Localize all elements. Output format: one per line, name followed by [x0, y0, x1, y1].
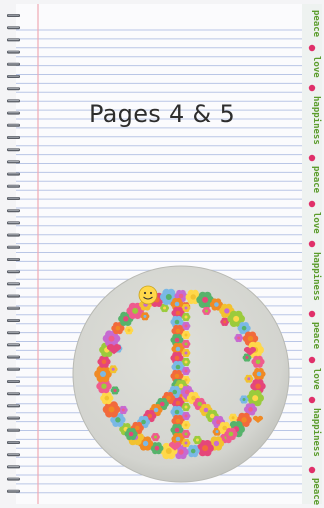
spine-word: happiness	[311, 408, 321, 457]
spine-dot	[309, 85, 315, 91]
spiral-ring-highlight	[8, 39, 19, 40]
spine-word: peace	[311, 478, 321, 506]
spiral-ring-highlight	[8, 51, 19, 52]
spiral-ring-highlight	[8, 210, 19, 211]
spiral-ring-highlight	[8, 381, 19, 382]
spine-dot	[309, 397, 315, 403]
page-title: Pages 4 & 5	[88, 100, 236, 128]
spine-word: happiness	[311, 252, 321, 301]
spine-dot	[309, 467, 315, 473]
spiral-ring-highlight	[8, 368, 19, 369]
spine-word: peace	[311, 10, 321, 38]
spiral-ring-highlight	[8, 295, 19, 296]
spiral-ring-highlight	[8, 198, 19, 199]
spiral-ring-highlight	[8, 442, 19, 443]
spine-word: peace	[311, 166, 321, 194]
spine-dot	[309, 155, 315, 161]
spiral-ring-highlight	[8, 246, 19, 247]
spine-dot	[309, 357, 315, 363]
spiral-ring-highlight	[8, 185, 19, 186]
spiral-ring-highlight	[8, 15, 19, 16]
spine-word: love	[311, 368, 321, 390]
spiral-ring-highlight	[8, 417, 19, 418]
spiral-ring-highlight	[8, 332, 19, 333]
spiral-ring-highlight	[8, 478, 19, 479]
spine-word: happiness	[311, 96, 321, 145]
spiral-ring-highlight	[8, 222, 19, 223]
spiral-ring-highlight	[8, 344, 19, 345]
spiral-ring-highlight	[8, 27, 19, 28]
spiral-ring-highlight	[8, 234, 19, 235]
spiral-ring-highlight	[8, 161, 19, 162]
spine-word: love	[311, 56, 321, 78]
spiral-ring-highlight	[8, 283, 19, 284]
spiral-ring-highlight	[8, 173, 19, 174]
spine-dot	[309, 311, 315, 317]
spine-dot	[309, 241, 315, 247]
spiral-ring-highlight	[8, 137, 19, 138]
spiral-ring-highlight	[8, 393, 19, 394]
spiral-ring-highlight	[8, 356, 19, 357]
spiral-ring-highlight	[8, 271, 19, 272]
spine-word: love	[311, 212, 321, 234]
spiral-ring-highlight	[8, 454, 19, 455]
spiral-ring-highlight	[8, 466, 19, 467]
smiley-icon	[139, 286, 157, 304]
spiral-ring-highlight	[8, 490, 19, 491]
spiral-ring-highlight	[8, 63, 19, 64]
spiral-ring-highlight	[8, 307, 19, 308]
spiral-ring-highlight	[8, 259, 19, 260]
spiral-ring-highlight	[8, 320, 19, 321]
spiral-ring-highlight	[8, 429, 19, 430]
spiral-ring-highlight	[8, 76, 19, 77]
spine-word: peace	[311, 322, 321, 350]
spiral-ring-highlight	[8, 88, 19, 89]
spiral-ring-highlight	[8, 405, 19, 406]
peace-sign-emblem	[73, 266, 289, 482]
spiral-ring-highlight	[8, 149, 19, 150]
spine-dot	[309, 201, 315, 207]
spine-dot	[309, 45, 315, 51]
